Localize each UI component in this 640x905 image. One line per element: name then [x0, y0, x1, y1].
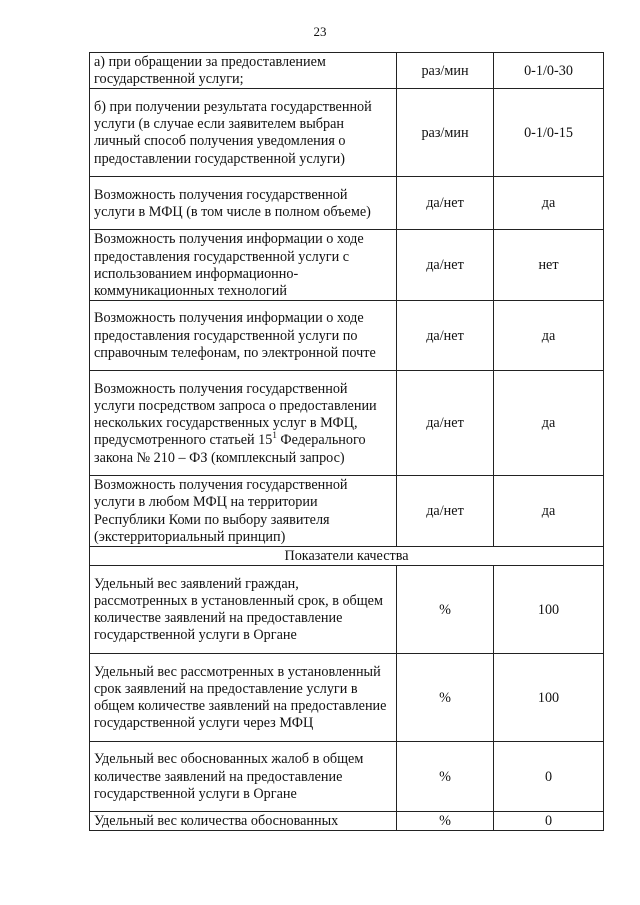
indicator-name: Возможность получения информации о ходе предоставления государственной услуги с использованием информационно-коммуникационных технологий	[90, 230, 397, 301]
indicator-name: б) при получении результата государственной услуги (в случае если заявителем выбран личный способ получения уведомления о предоставлении государственной услуги)	[90, 89, 397, 177]
indicator-value: да	[494, 371, 604, 476]
indicator-unit: да/нет	[397, 476, 494, 547]
indicator-value: да	[494, 177, 604, 230]
indicator-value: 0	[494, 812, 604, 831]
indicator-unit: раз/мин	[397, 53, 494, 89]
indicator-name: Удельный вес рассмотренных в установленный срок заявлений на предоставление услуги в общем количестве заявлений на предоставление государственной услуги через МФЦ	[90, 654, 397, 742]
table-row	[90, 230, 604, 301]
indicator-name: Удельный вес обоснованных жалоб в общем количестве заявлений на предоставление государственной услуги в Органе	[90, 742, 397, 812]
indicators-table	[89, 52, 604, 831]
indicator-name	[90, 371, 397, 476]
indicator-value: 100	[494, 566, 604, 654]
indicator-name: Удельный вес количества обоснованных	[90, 812, 397, 831]
table-row	[90, 742, 604, 812]
indicator-name-part: Возможность получения государственной услуги посредством запроса о предоставлении нескольких государственных услуг в МФЦ, предусмотренного статьей 15	[94, 380, 377, 449]
table-row	[90, 53, 604, 89]
table-row	[90, 177, 604, 230]
indicator-value: 0-1/0-30	[494, 53, 604, 89]
table-row	[90, 812, 604, 831]
indicator-name: Возможность получения государственной услуги в МФЦ (в том числе в полном объеме)	[90, 177, 397, 230]
indicator-value: 0-1/0-15	[494, 89, 604, 177]
indicator-name-part: Федерального закона № 210 – ФЗ (комплексный запрос)	[94, 432, 366, 466]
indicator-name: Удельный вес заявлений граждан, рассмотренных в установленный срок, в общем количестве заявлений на предоставление государственной услуги в Органе	[90, 566, 397, 654]
indicator-unit: %	[397, 742, 494, 812]
table-row	[90, 301, 604, 371]
indicator-value: нет	[494, 230, 604, 301]
indicator-unit: %	[397, 812, 494, 831]
table-row	[90, 566, 604, 654]
indicator-value: да	[494, 301, 604, 371]
article-superscript: 1	[272, 430, 277, 441]
section-header: Показатели качества	[90, 547, 604, 566]
indicator-name: Возможность получения государственной услуги в любом МФЦ на территории Республики Коми по выбору заявителя (экстерриториальный принцип)	[90, 476, 397, 547]
indicator-name: а) при обращении за предоставлением государственной услуги;	[90, 53, 397, 89]
indicator-value: 100	[494, 654, 604, 742]
indicator-unit: %	[397, 566, 494, 654]
section-header-row	[90, 547, 604, 566]
table-row	[90, 371, 604, 476]
indicator-value: да	[494, 476, 604, 547]
page-number: 23	[313, 24, 327, 39]
indicator-unit: да/нет	[397, 177, 494, 230]
indicator-unit: да/нет	[397, 371, 494, 476]
table-row	[90, 476, 604, 547]
indicator-unit: раз/мин	[397, 89, 494, 177]
table-row	[90, 654, 604, 742]
indicator-name: Возможность получения информации о ходе предоставления государственной услуги по справочным телефонам, по электронной почте	[90, 301, 397, 371]
indicator-unit: да/нет	[397, 230, 494, 301]
table-row	[90, 89, 604, 177]
indicator-unit: да/нет	[397, 301, 494, 371]
indicator-unit: %	[397, 654, 494, 742]
indicator-value: 0	[494, 742, 604, 812]
